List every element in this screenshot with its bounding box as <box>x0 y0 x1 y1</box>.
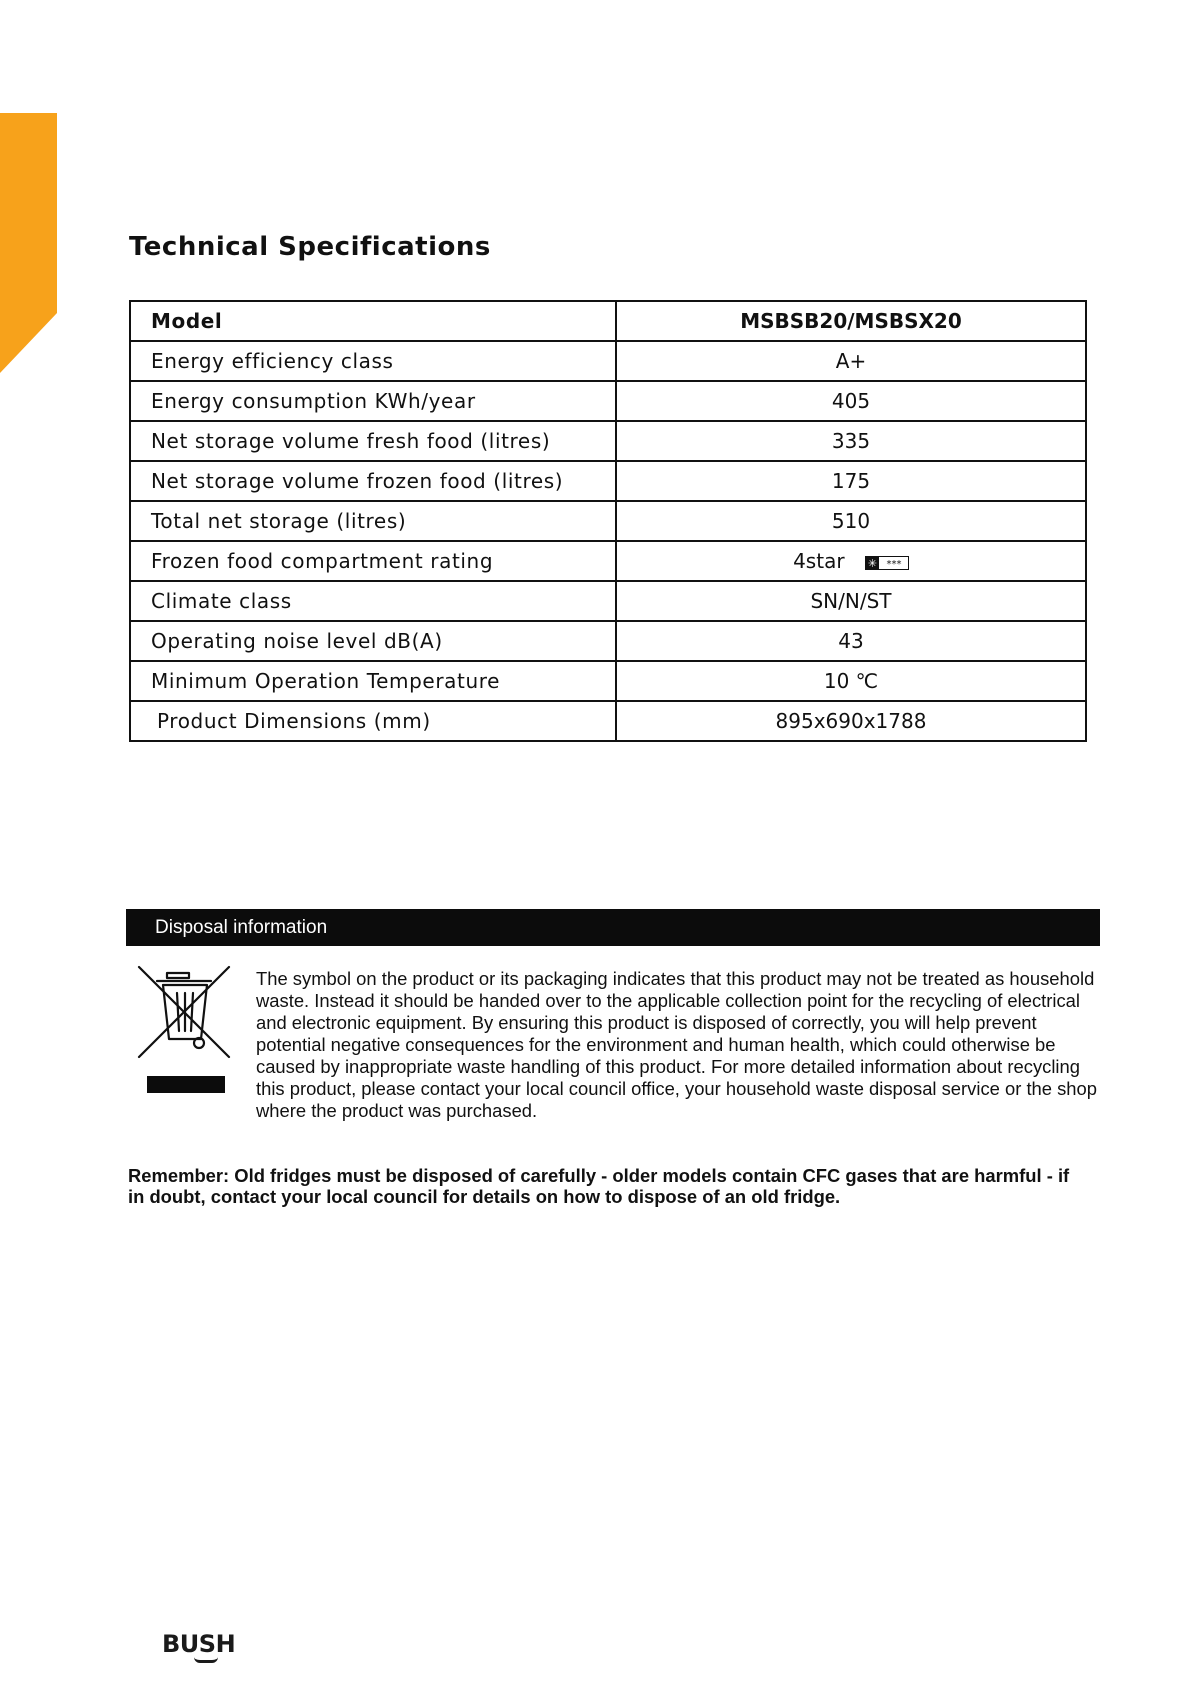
spec-row <box>130 381 1086 421</box>
spec-value: 175 <box>616 461 1086 501</box>
spec-row <box>130 621 1086 661</box>
spec-value: 335 <box>616 421 1086 461</box>
specifications-table <box>129 300 1087 742</box>
spec-row-model <box>130 301 1086 341</box>
spec-label: Energy efficiency class <box>130 341 616 381</box>
spec-value: 405 <box>616 381 1086 421</box>
crossed-out-wheelie-bin-icon <box>135 965 235 1095</box>
spec-value: 895x690x1788 <box>616 701 1086 741</box>
spec-row <box>130 341 1086 381</box>
spec-label: Minimum Operation Temperature <box>130 661 616 701</box>
spec-row <box>130 421 1086 461</box>
spec-label: Operating noise level dB(A) <box>130 621 616 661</box>
spec-value: SN/N/ST <box>616 581 1086 621</box>
spec-value <box>616 541 1086 581</box>
spec-label: Energy consumption KWh/year <box>130 381 616 421</box>
spec-label: Climate class <box>130 581 616 621</box>
spec-value: 10 ℃ <box>616 661 1086 701</box>
spec-label: Model <box>130 301 616 341</box>
svg-text:✳: ✳ <box>867 556 878 570</box>
spec-value: 43 <box>616 621 1086 661</box>
spec-row <box>130 461 1086 501</box>
svg-text:***: *** <box>886 558 902 570</box>
spec-value: 510 <box>616 501 1086 541</box>
spec-value: MSBSB20/MSBSX20 <box>616 301 1086 341</box>
spec-row <box>130 581 1086 621</box>
spec-row <box>130 661 1086 701</box>
spec-row <box>130 501 1086 541</box>
spec-value: A+ <box>616 341 1086 381</box>
disposal-heading-bar: Disposal information <box>126 909 1100 946</box>
bush-logo: BUSH <box>162 1630 236 1658</box>
logo-smile-underline <box>194 1657 218 1663</box>
orange-corner-tab <box>0 113 57 373</box>
page-title: Technical Specifications <box>129 232 491 262</box>
spec-label: Net storage volume frozen food (litres) <box>130 461 616 501</box>
remember-note: Remember: Old fridges must be disposed of carefully - older models contain CFC gases that are harmful - if in doubt, contact your local council for details on how to dispose of an old fridge. <box>128 1165 1070 1207</box>
spec-label: Net storage volume fresh food (litres) <box>130 421 616 461</box>
spec-label: Product Dimensions (mm) <box>130 701 616 741</box>
disposal-body-text: The symbol on the product or its packaging indicates that this product may not be treated as household waste. Instead it should be handed over to the applicable collection point for the recycling of electrical and electronic equipment. By ensuring this product is disposed of correctly, you will help prevent potential negative consequences for the environment and human health, which could otherwise be caused by inappropriate waste handling of this product. For more detailed information about recycling this product, please contact your local council office, your household waste disposal service or the shop where the product was purchased. <box>256 968 1097 1121</box>
star-rating-text: 4star <box>793 549 845 573</box>
spec-row <box>130 541 1086 581</box>
four-star-freezer-icon <box>865 556 909 570</box>
spec-label: Frozen food compartment rating <box>130 541 616 581</box>
spec-label: Total net storage (litres) <box>130 501 616 541</box>
spec-row <box>130 701 1086 741</box>
